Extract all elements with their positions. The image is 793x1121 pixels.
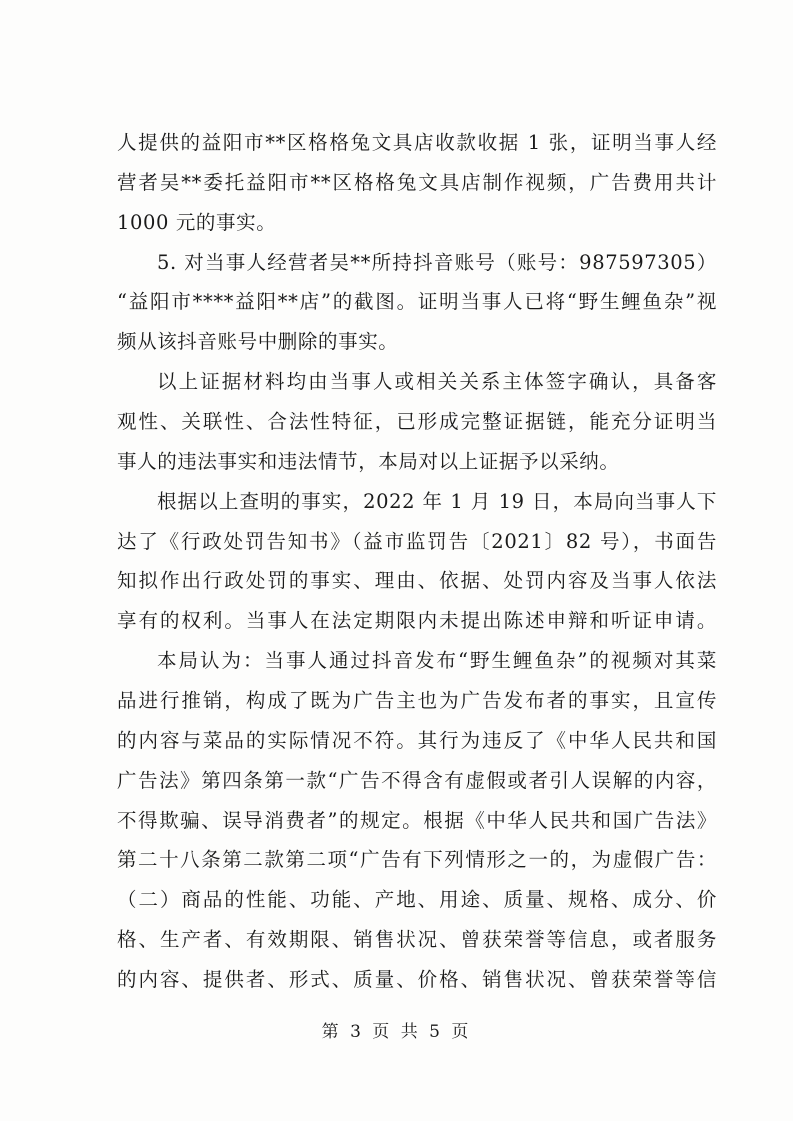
text-line: 人提供的益阳市**区格格兔文具店收款收据 1 张，证明当事人经 xyxy=(117,131,717,154)
text-line: 广告法》第四条第一款“广告不得含有虚假或者引人误解的内容， xyxy=(117,769,717,792)
text-line: 频从该抖音账号中删除的事实。 xyxy=(117,330,399,353)
text-line: 事人的违法事实和违法情节，本局对以上证据予以采纳。 xyxy=(117,450,620,473)
text-line: 观性、关联性、合法性特征，已形成完整证据链，能充分证明当 xyxy=(117,410,717,433)
text-line: 根据以上查明的事实，2022 年 1 月 19 日，本局向当事人下 xyxy=(157,490,717,513)
text-line: 5. 对当事人经营者吴**所持抖音账号（账号：987597305） xyxy=(157,251,717,274)
text-line: 1000 元的事实。 xyxy=(117,211,277,234)
text-line: 营者吴**委托益阳市**区格格兔文具店制作视频，广告费用共计 xyxy=(117,171,717,194)
text-line: （二）商品的性能、功能、产地、用途、质量、规格、成分、价 xyxy=(117,888,717,911)
text-line: “益阳市****益阳**店”的截图。证明当事人已将“野生鲤鱼杂”视 xyxy=(117,290,717,313)
text-line: 第二十八条第二款第二项“广告有下列情形之一的，为虚假广告： xyxy=(117,848,717,871)
page-number: 第 3 页 共 5 页 xyxy=(321,1022,472,1042)
text-line: 以上证据材料均由当事人或相关关系主体签字确认，具备客 xyxy=(157,370,717,393)
text-line: 达了《行政处罚告知书》（益市监罚告〔2021〕82 号），书面告 xyxy=(117,530,717,553)
text-line: 品进行推销，构成了既为广告主也为广告发布者的事实，且宣传 xyxy=(117,689,717,712)
text-line: 知拟作出行政处罚的事实、理由、依据、处罚内容及当事人依法 xyxy=(117,569,717,592)
text-line: 格、生产者、有效期限、销售状况、曾获荣誉等信息，或者服务 xyxy=(117,928,717,951)
text-line: 不得欺骗、误导消费者”的规定。根据《中华人民共和国广告法》 xyxy=(117,809,717,832)
text-line: 享有的权利。当事人在法定期限内未提出陈述申辩和听证申请。 xyxy=(117,609,717,632)
text-line: 本局认为：当事人通过抖音发布“野生鲤鱼杂”的视频对其菜 xyxy=(157,649,717,672)
text-line: 的内容与菜品的实际情况不符。其行为违反了《中华人民共和国 xyxy=(117,729,717,752)
text-line: 的内容、提供者、形式、质量、价格、销售状况、曾获荣誉等信 xyxy=(117,968,717,991)
